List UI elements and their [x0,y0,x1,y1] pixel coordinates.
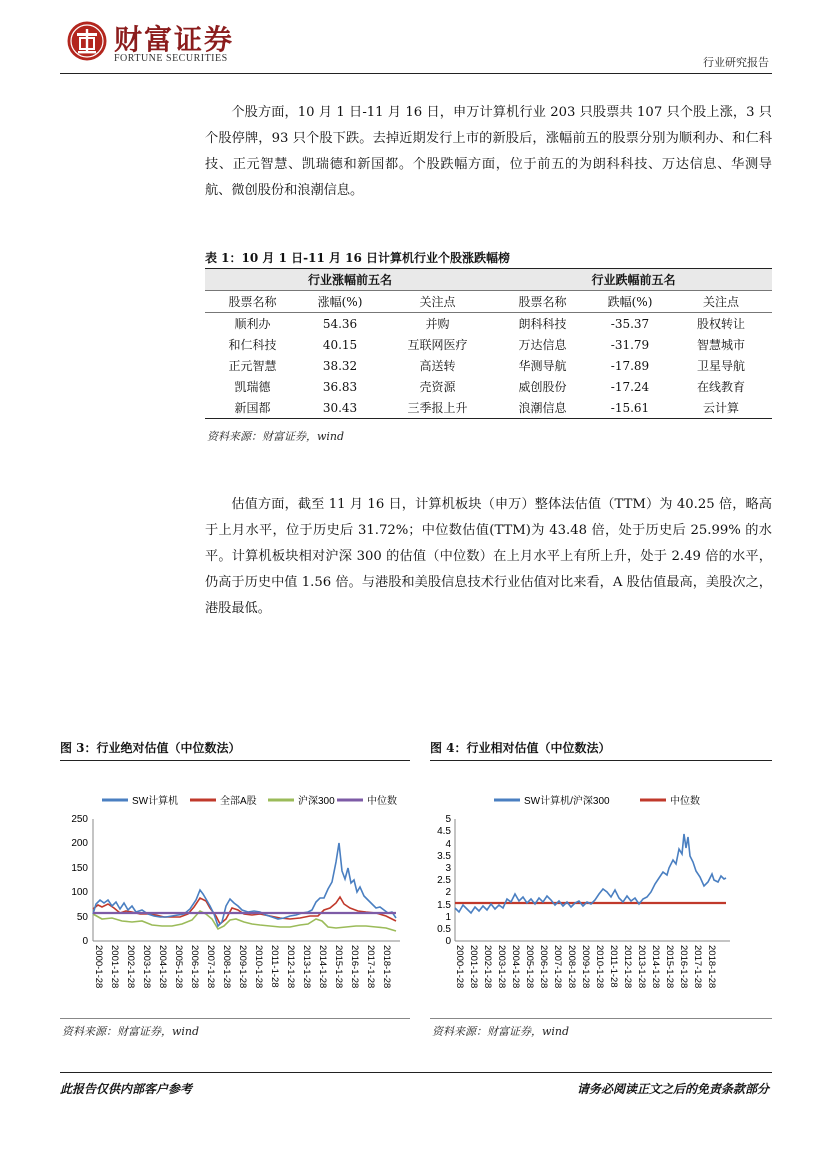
x-tick-label: 2002-1-28 [482,945,493,989]
y-tick-label: 200 [71,838,88,849]
legend-label: SW计算机/沪深300 [524,796,610,807]
table-cell: 40.15 [322,337,358,352]
fig3-bottom-rule [60,1018,410,1019]
y-tick-label: 1 [445,912,451,923]
table-cell: 高送转 [419,359,456,373]
series-line-ratio [455,834,726,913]
table-column-header [205,291,772,313]
x-tick-label: 2010-1-28 [253,945,264,989]
x-tick-label: 2000-1-28 [93,945,104,989]
table-cell: 36.83 [322,379,358,394]
legend-label: 中位数 [367,796,397,807]
col-header: 跌幅(%) [590,291,670,313]
table-cell: 30.43 [300,397,380,419]
fig4-chart [430,786,772,1014]
table-cell: 在线教育 [696,380,745,394]
y-tick-labels [437,814,451,947]
table-cell: 云计算 [670,397,772,419]
col-header: 股票名称 [205,291,300,313]
table-cell: 顺利办 [234,317,271,331]
y-tick-label: 4 [445,839,451,850]
table-cell: 华测导航 [518,359,567,373]
fig4-bottom-rule [430,1018,772,1019]
table-cell: 和仁科技 [228,338,277,352]
table-cell: 正元智慧 [228,359,277,373]
y-tick-label: 5 [445,814,451,825]
x-tick-label: 2006-1-28 [538,945,549,989]
x-tick-label: 2013-1-28 [301,945,312,989]
y-tick-label: 3 [445,863,451,874]
table-cell: -17.89 [610,358,650,373]
x-tick-label: 2011-1-28 [269,945,280,988]
y-tick-label: 3.5 [437,851,451,862]
x-tick-label: 2001-1-28 [468,945,479,989]
table-row [205,334,772,355]
x-tick-label: 2003-1-28 [141,945,152,989]
logo-chinese-name: 财富证券 [114,23,235,56]
x-tick-label: 2007-1-28 [205,945,216,989]
table-cell: 新国都 [205,397,300,419]
x-tick-label: 2015-1-28 [664,945,675,989]
fig3-source: 资料来源：财富证券，wind [62,1025,200,1038]
x-tick-label: 2018-1-28 [706,945,717,989]
table-row [205,355,772,376]
table-cell: 壳资源 [419,380,456,394]
x-tick-label: 2013-1-28 [636,945,647,989]
group-losers-header: 行业跌幅前五名 [495,269,772,291]
table-caption: 表 1：10 月 1 日-11 月 16 日计算机行业个股涨跌幅榜 [205,251,511,265]
x-tick-label: 2017-1-28 [692,945,703,989]
table-cell: 股权转让 [696,317,745,331]
x-tick-label: 2009-1-28 [237,945,248,989]
x-tick-labels [93,945,392,988]
stock-movers-table [205,268,772,419]
paragraph-stock-movers: 个股方面，10 月 1 日-11 月 16 日，申万计算机行业 203 只股票共 107 只个股上涨，3 只个股停牌，93 只个股下跌。去掉近期发行上市的新股后，涨幅前五的股票分别为顺利办、和仁科技、正元智慧、凯瑞德和新国都。个股跌幅方面，位于前五的为朗科科技、万达信息、华测导航、微创股份和浪潮信息。 [205,105,772,198]
x-tick-label: 2005-1-28 [173,945,184,989]
table-cell: 38.32 [322,358,358,373]
x-tick-label: 2011-1-28 [608,945,619,988]
col-header: 涨幅(%) [300,291,380,313]
y-tick-label: 0.5 [437,924,451,935]
paragraph-valuation: 估值方面，截至 11 月 16 日，计算机板块（申万）整体法估值（TTM）为 40.25 倍，略高于上月水平，位于历史后 31.72%；中位数估值(TTM)为 43.48 倍，处于历史后 25.99% 的水平。计算机板块相对沪深 300 的估值（中位数）在上月水平上有所上升，处于 2.49 倍的水平，仍高于历史中值 1.56 倍。与港股和美股信息技术行业估值对比来看，A 股估值最高，美股次之，港股最低。 [205,497,772,616]
col-header: 股票名称 [495,291,590,313]
x-tick-label: 2005-1-28 [524,945,535,989]
legend-label: 中位数 [670,796,700,807]
table-cell: 三季报上升 [380,397,495,419]
x-tick-label: 2002-1-28 [125,945,136,989]
x-tick-label: 2007-1-28 [552,945,563,989]
footer-disclaimer-right: 请务必阅读正文之后的免责条款部分 [576,1082,769,1096]
company-logo-icon [66,20,108,62]
y-tick-label: 150 [71,863,88,874]
x-tick-label: 2012-1-28 [622,945,633,989]
table-row [205,397,772,419]
y-tick-label: 2 [445,887,451,898]
x-tick-label: 2004-1-28 [157,945,168,989]
table-cell: 凯瑞德 [234,380,271,394]
table-source: 资料来源：财富证券，wind [207,430,345,443]
x-tick-label: 2014-1-28 [650,945,661,989]
x-tick-labels [454,945,717,988]
table-row [205,313,772,335]
x-tick-label: 2016-1-28 [678,945,689,989]
col-header: 关注点 [670,291,772,313]
fig4-source: 资料来源：财富证券，wind [432,1025,570,1038]
x-tick-label: 2017-1-28 [365,945,376,989]
table-cell: 朗科科技 [518,317,567,331]
legend-label: 沪深300 [298,796,335,807]
fig4-top-rule [430,760,772,761]
table-cell: -35.37 [610,316,650,331]
y-tick-label: 4.5 [437,826,451,837]
fig4-title: 图 4：行业相对估值（中位数法） [430,741,611,755]
table-group-header [205,269,772,291]
x-tick-label: 2003-1-28 [496,945,507,989]
table-cell: 并购 [425,317,450,331]
x-tick-label: 2016-1-28 [349,945,360,989]
report-type-label: 行业研究报告 [703,56,769,69]
group-gainers-header: 行业涨幅前五名 [205,269,495,291]
x-tick-label: 2014-1-28 [317,945,328,989]
y-tick-label: 1.5 [437,900,451,911]
fig3-chart [60,786,410,1014]
table-row [205,376,772,397]
table-cell: 卫星导航 [696,359,745,373]
y-tick-label: 100 [71,887,88,898]
fig3-title: 图 3：行业绝对估值（中位数法） [60,741,241,755]
x-tick-label: 2009-1-28 [580,945,591,989]
legend-label: 全部A股 [220,796,257,807]
x-tick-label: 2008-1-28 [566,945,577,989]
y-tick-label: 0 [445,936,451,947]
logo-english-name: FORTUNE SECURITIES [114,53,228,64]
table-cell: 智慧城市 [696,338,745,352]
y-tick-label: 250 [71,814,88,825]
x-tick-label: 2015-1-28 [333,945,344,989]
footer-rule [60,1072,772,1073]
table-cell: -17.24 [610,379,650,394]
x-tick-label: 2010-1-28 [594,945,605,989]
fig3-top-rule [60,760,410,761]
y-tick-label: 50 [76,912,88,923]
table-cell: -15.61 [590,397,670,419]
table-cell: 54.36 [322,316,358,331]
x-tick-label: 2008-1-28 [221,945,232,989]
table-cell: 万达信息 [518,338,567,352]
x-tick-label: 2012-1-28 [285,945,296,989]
x-tick-label: 2000-1-28 [454,945,465,989]
x-tick-label: 2018-1-28 [381,945,392,989]
x-tick-label: 2004-1-28 [510,945,521,989]
footer-disclaimer-left: 此报告仅供内部客户参考 [60,1082,193,1096]
y-tick-labels [71,814,88,947]
table-cell: -31.79 [610,337,650,352]
legend-label: SW计算机 [132,796,179,807]
x-tick-label: 2001-1-28 [109,945,120,989]
x-tick-label: 2006-1-28 [189,945,200,989]
table-cell: 浪潮信息 [495,397,590,419]
header-rule [60,73,772,74]
y-tick-label: 0 [82,936,88,947]
table-cell: 互联网医疗 [407,338,468,352]
table-cell: 威创股份 [518,380,567,394]
col-header: 关注点 [380,291,495,313]
y-tick-label: 2.5 [437,875,451,886]
